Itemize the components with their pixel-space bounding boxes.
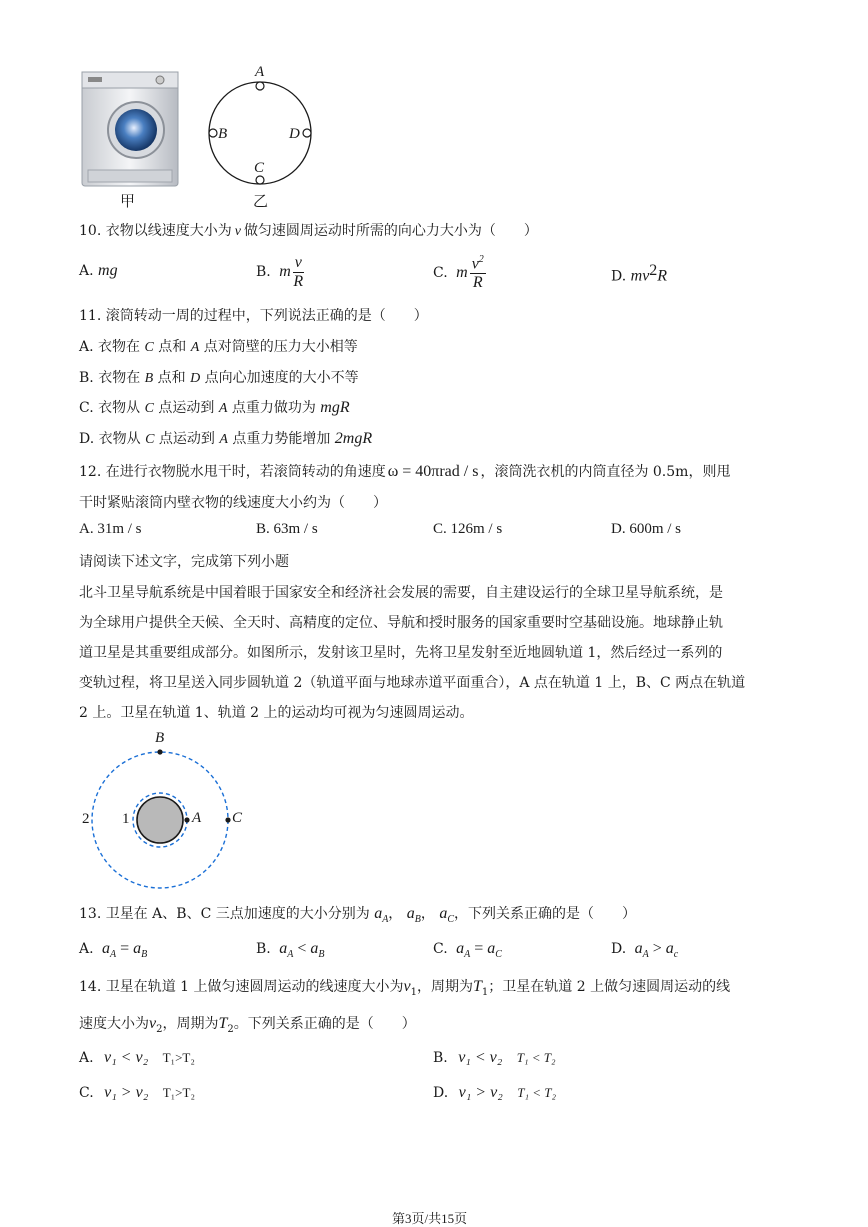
question-10-option-b: B. m $\frac{v}{R}$: [256, 254, 304, 290]
question-11-stem: 11. 滚筒转动一周的过程中，下列说法正确的是（ ）: [79, 308, 428, 324]
question-14-option-d: D. v₁ > v₂ T₁ < T₂: [433, 1084, 556, 1101]
point-label-c: C: [254, 160, 265, 176]
question-12-line-2: 干时紧贴滚筒内壁衣物的线速度大小约为（ ）: [79, 495, 387, 511]
reading-line-5: 2 上。卫星在轨道 1、轨道 2 上的运动均可视为匀速圆周运动。: [79, 705, 474, 721]
question-14-line-2: 速度大小为$v_2$，周期为$T_2$。下列关系正确的是（ ）: [79, 1015, 416, 1035]
point-label-b: B: [218, 126, 228, 142]
question-12-option-c: C. 126m / s: [433, 521, 503, 537]
question-10-option-a: A. mg: [79, 262, 118, 279]
orbit-label-2: 2: [82, 811, 90, 827]
question-14-line-1: 14. 卫星在轨道 1 上做匀速圆周运动的线速度大小为$v_1$，周期为$T_1$；卫星在轨道 2 上做匀速圆周运动的线: [79, 978, 731, 998]
question-12-option-d: D. 600m / s: [611, 521, 682, 537]
washing-machine-image: [80, 70, 180, 190]
reading-line-1: 北斗卫星导航系统是中国着眼于国家安全和经济社会发展的需要，自主建设运行的全球卫星导航系统，是: [79, 585, 723, 601]
point-label-a: A: [255, 64, 265, 80]
question-11-option-c: C. 衣物从 C 点运动到 A 点重力做功为 mgR: [79, 399, 350, 416]
question-10-stem: 10. 衣物以线速度大小为 v 做匀速圆周运动时所需的向心力大小为（ ）: [79, 223, 538, 239]
question-14-option-b: B. v₁ < v₂ T₁ < T₂: [433, 1049, 556, 1066]
orbit-point-c: C: [232, 810, 243, 826]
question-14-option-a: A. v₁ < v₂ T₁>T₂: [79, 1049, 195, 1066]
figure-label-jia: 甲: [120, 192, 136, 210]
question-13-option-b: B. $a_A < a_B$: [256, 940, 325, 960]
reading-intro: 请阅读下述文字，完成第下列小题: [79, 554, 289, 570]
question-10-option-c: C. m $\frac{v^2}{R}$: [433, 254, 484, 291]
question-13-option-c: C. $a_A = a_C$: [433, 940, 502, 960]
reading-line-2: 为全球用户提供全天候、全天时、高精度的定位、导航和授时服务的国家重要时空基础设施。地球静止轨: [79, 615, 723, 631]
reading-line-4: 变轨过程，将卫星送入同步圆轨道 2（轨道平面与地球赤道平面重合），A 点在轨道 1 上，B、C 两点在轨道: [79, 675, 746, 691]
orbit-point-a: A: [192, 810, 202, 826]
question-12-line-1: 12. 在进行衣物脱水甩干时，若滚筒转动的角速度 ω = 40πrad / s ，滚筒洗衣机的内筒直径为 0.5m，则甩: [79, 463, 731, 480]
orbit-point-b: B: [155, 730, 165, 746]
reading-line-3: 道卫星是其重要组成部分。如图所示，发射该卫星时，先将卫星发射至近地圆轨道 1，然后经过一系列的: [79, 645, 723, 661]
question-11-option-b: B. 衣物在 B 点和 D 点向心加速度的大小不等: [79, 370, 359, 386]
point-label-d: D: [289, 126, 300, 142]
question-11-option-a: A. 衣物在 C 点和 A 点对筒壁的压力大小相等: [79, 339, 358, 355]
question-12-option-a: A. 31m / s: [79, 521, 142, 537]
orbit-label-1: 1: [122, 811, 130, 827]
figure-label-yi: 乙: [253, 192, 269, 210]
question-12-option-b: B. 63m / s: [256, 521, 318, 537]
question-11-option-d: D. 衣物从 C 点运动到 A 点重力势能增加 2mgR: [79, 430, 373, 447]
page-footer: 第3页/共15页: [392, 1211, 468, 1226]
question-13-option-d: D. $a_A > a_c$: [611, 940, 679, 960]
question-14-option-c: C. v₁ > v₂ T₁>T₂: [79, 1084, 195, 1101]
question-13-stem: 13. 卫星在 A、B、C 三点加速度的大小分别为 $a_A$， $a_B$， $a_C$，下列关系正确的是（ ）: [79, 905, 636, 925]
question-13-option-a: A. $a_A = a_B$: [79, 940, 148, 960]
question-10-option-d: D. $mv^2R$: [611, 262, 668, 285]
